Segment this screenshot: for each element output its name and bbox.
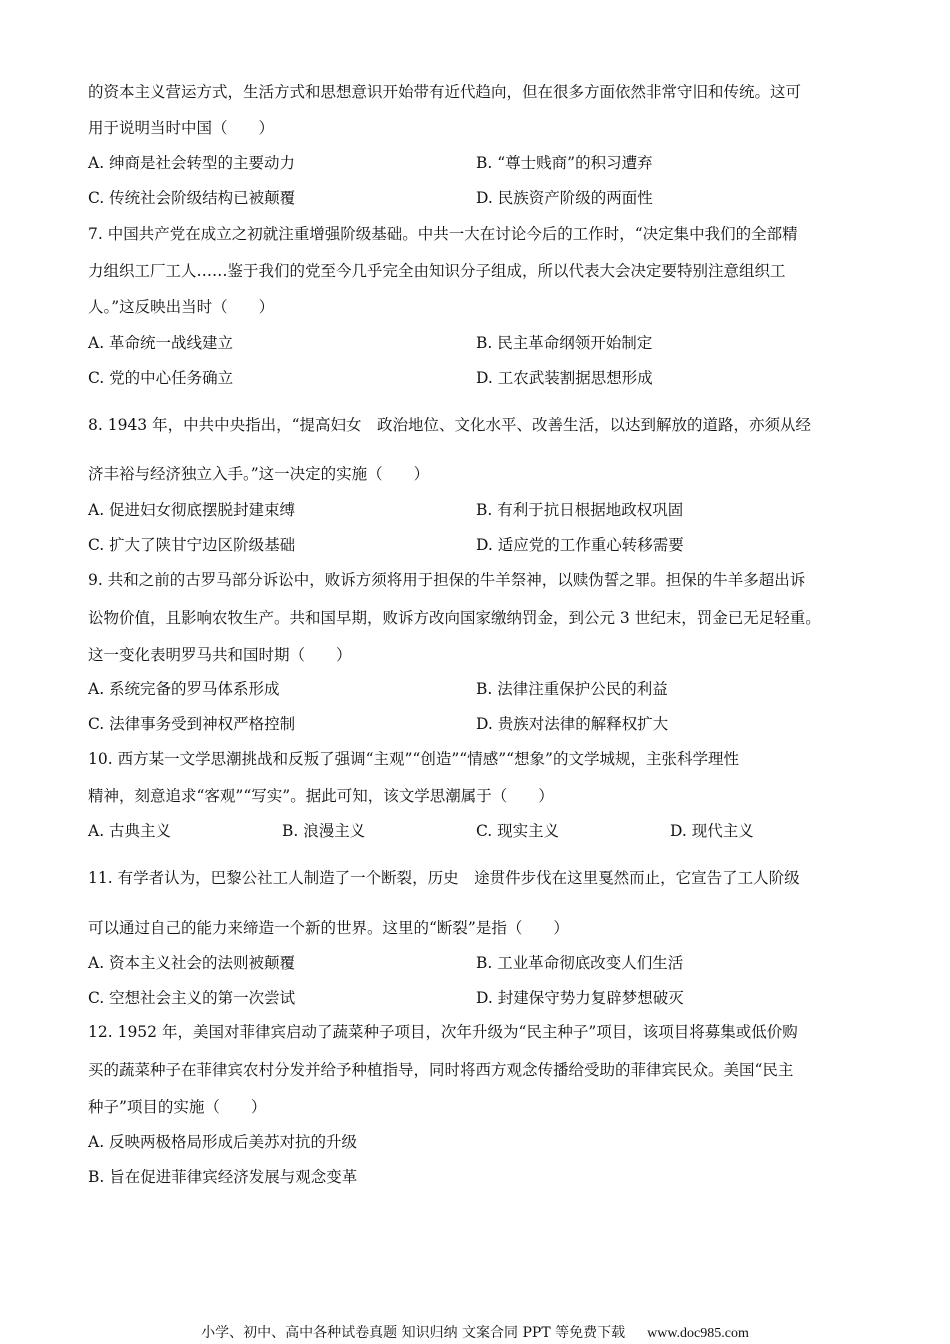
question-7-line: 7. 中国共产党在成立之初就注重增强阶级基础。中共一大在讨论今后的工作时，“决定集中我们的全部精 (88, 225, 798, 243)
option-c: C. 空想社会主义的第一次尝试 (88, 989, 296, 1007)
option-a: A. 系统完备的罗马体系形成 (88, 680, 280, 698)
question-9-line: 这一变化表明罗马共和国时期（ ） (88, 646, 352, 664)
question-11-line: 11. 有学者认为，巴黎公社工人制造了一个断裂，历史 途贯件步伐在这里戛然而止，它宣告了工人阶级 (88, 869, 800, 887)
question-text-line: 的资本主义营运方式，生活方式和思想意识开始带有近代趋向，但在很多方面依然非常守旧和传统。这可 (88, 83, 802, 101)
question-text-line: 用于说明当时中国（ ） (88, 119, 275, 137)
option-d: D. 现代主义 (670, 822, 754, 840)
question-10-line: 精神，刻意追求“客观”“写实”。据此可知，该文学思潮属于（ ） (88, 787, 554, 805)
option-b: B. 民主革命纲领开始制定 (476, 334, 653, 352)
question-7-line: 人。”这反映出当时（ ） (88, 298, 275, 316)
option-a: A. 促进妇女彻底摆脱封建束缚 (88, 501, 296, 519)
option-a: A. 绅商是社会转型的主要动力 (88, 154, 296, 172)
question-8-line: 济丰裕与经济独立入手。”这一决定的实施（ ） (88, 465, 430, 483)
option-c: C. 现实主义 (476, 822, 560, 840)
option-b: B. “尊士贱商”的积习遭弃 (476, 154, 653, 172)
option-d: D. 封建保守势力复辟梦想破灭 (476, 989, 684, 1007)
question-7-line: 力组织工厂工人……鉴于我们的党至今几乎完全由知识分子组成，所以代表大会决定要特别注意组织工 (88, 262, 786, 280)
option-c: C. 法律事务受到神权严格控制 (88, 715, 296, 733)
question-9-line: 讼物价值，且影响农牧生产。共和国早期，败诉方改向国家缴纳罚金，到公元 3 世纪末，罚金已无足轻重。 (88, 609, 821, 627)
option-a: A. 资本主义社会的法则被颠覆 (88, 954, 296, 972)
option-d: D. 工农武装割据思想形成 (476, 369, 653, 387)
option-b: B. 有利于抗日根据地政权巩固 (476, 501, 684, 519)
option-b: B. 工业革命彻底改变人们生活 (476, 954, 684, 972)
option-b: B. 浪漫主义 (282, 822, 366, 840)
option-a: A. 反映两极格局形成后美苏对抗的升级 (88, 1133, 358, 1151)
option-b: B. 旨在促进菲律宾经济发展与观念变革 (88, 1168, 358, 1186)
option-d: D. 民族资产阶级的两面性 (476, 189, 653, 207)
option-d: D. 贵族对法律的解释权扩大 (476, 715, 669, 733)
question-12-line: 12. 1952 年，美国对菲律宾启动了蔬菜种子项目，次年升级为“民主种子”项目，该项目将募集或低价购 (88, 1023, 798, 1041)
question-8-line: 8. 1943 年，中共中央指出，“提高妇女 政治地位、文化水平、改善生活，以达到解放的道路，亦须从经 (88, 416, 812, 434)
option-c: C. 党的中心任务确立 (88, 369, 234, 387)
question-12-line: 种子”项目的实施（ ） (88, 1098, 267, 1116)
question-9-line: 9. 共和之前的古罗马部分诉讼中，败诉方须将用于担保的牛羊祭神，以赎伪誓之罪。担保的牛羊多超出诉 (88, 571, 806, 589)
option-a: A. 革命统一战线建立 (88, 334, 234, 352)
option-b: B. 法律注重保护公民的利益 (476, 680, 668, 698)
footer-link[interactable]: www.doc985.com (647, 1326, 749, 1341)
question-10-line: 10. 西方某一文学思潮挑战和反叛了强调“主观”“创造”“情感”“想象”的文学城规，主张科学理性 (88, 750, 739, 768)
option-d: D. 适应党的工作重心转移需要 (476, 536, 684, 554)
option-a: A. 古典主义 (88, 822, 172, 840)
footer-text: 小学、初中、高中各种试卷真题 知识归纳 文案合同 PPT 等免费下载 (201, 1325, 626, 1341)
question-11-line: 可以通过自己的能力来缔造一个新的世界。这里的“断裂”是指（ ） (88, 919, 569, 937)
question-12-line: 买的蔬菜种子在菲律宾农村分发并给予种植指导，同时将西方观念传播给受助的菲律宾民众。美国“民主 (88, 1061, 794, 1079)
option-c: C. 传统社会阶级结构已被颠覆 (88, 189, 296, 207)
page-footer (0, 1324, 950, 1343)
option-c: C. 扩大了陕甘宁边区阶级基础 (88, 536, 296, 554)
